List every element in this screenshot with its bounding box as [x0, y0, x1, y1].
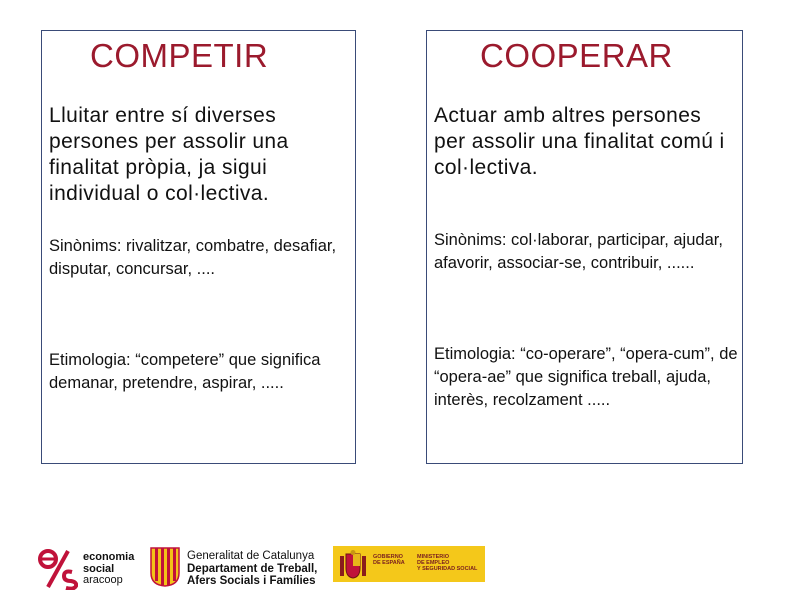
generalitat-crest-icon — [150, 547, 180, 587]
ministerio-line-1: MINISTERIO — [417, 554, 450, 560]
generalitat-line-2: Departament de Treball, — [187, 562, 318, 575]
spain-coat-of-arms-icon — [339, 550, 367, 580]
gobierno-text — [373, 554, 405, 566]
footer-logos — [0, 540, 794, 595]
cooperar-panel — [426, 30, 743, 464]
generalitat-line-1: Generalitat de Catalunya — [187, 550, 315, 562]
competir-synonyms-label: Sinònims — [49, 237, 117, 255]
ministerio-text — [417, 554, 477, 572]
economia-social-line-1: economia — [83, 551, 135, 563]
generalitat-line-3: Afers Socials i Famílies — [187, 575, 316, 587]
cooperar-synonyms-text: : col·laborar, participar, ajudar, afavorir, associar-se, contribuir, ...... — [434, 231, 723, 272]
generalitat-text — [187, 550, 317, 588]
cooperar-synonyms — [434, 229, 738, 275]
ministerio-line-2: DE EMPLEO — [417, 560, 450, 566]
gobierno-line-2: DE ESPAÑA — [373, 560, 405, 566]
cooperar-etymology-text: : “co-operare”, “opera-cum”, de “opera-ae” que significa treball, ajuda, interès, recolzament ..... — [434, 345, 738, 409]
competir-synonyms — [49, 235, 351, 281]
cooperar-heading: COOPERAR — [480, 37, 673, 74]
economia-social-line-3: aracoop — [83, 574, 123, 586]
competir-etymology-text: : “competere” que significa demanar, pretendre, aspirar, ..... — [49, 351, 321, 392]
competir-etymology — [49, 349, 351, 395]
competir-heading: COMPETIR — [90, 37, 269, 74]
economia-social-line-2: social — [83, 562, 115, 575]
economia-social-logo — [38, 548, 143, 590]
competir-etymology-label: Etimologia — [49, 351, 127, 369]
generalitat-logo — [150, 547, 320, 591]
ministerio-line-3: Y SEGURIDAD SOCIAL — [417, 566, 478, 572]
cooperar-definition: Actuar amb altres persones per assolir una finalitat comú i col·lectiva. — [434, 104, 725, 179]
economia-social-wordmark — [83, 552, 134, 587]
cooperar-etymology-label: Etimologia — [434, 345, 512, 363]
competir-definition: Lluitar entre sí diverses persones per assolir una finalitat pròpia, ja sigui individual o col·lectiva. — [49, 104, 289, 205]
economia-social-mark-icon — [38, 548, 78, 590]
gobierno-ministerio-logo — [333, 546, 485, 590]
competir-panel — [41, 30, 356, 464]
competir-synonyms-text: : rivalitzar, combatre, desafiar, disputar, concursar, .... — [49, 237, 337, 278]
cooperar-synonyms-label: Sinònims — [434, 231, 502, 249]
gobierno-line-1: GOBIERNO — [373, 554, 403, 560]
cooperar-etymology — [434, 343, 738, 412]
